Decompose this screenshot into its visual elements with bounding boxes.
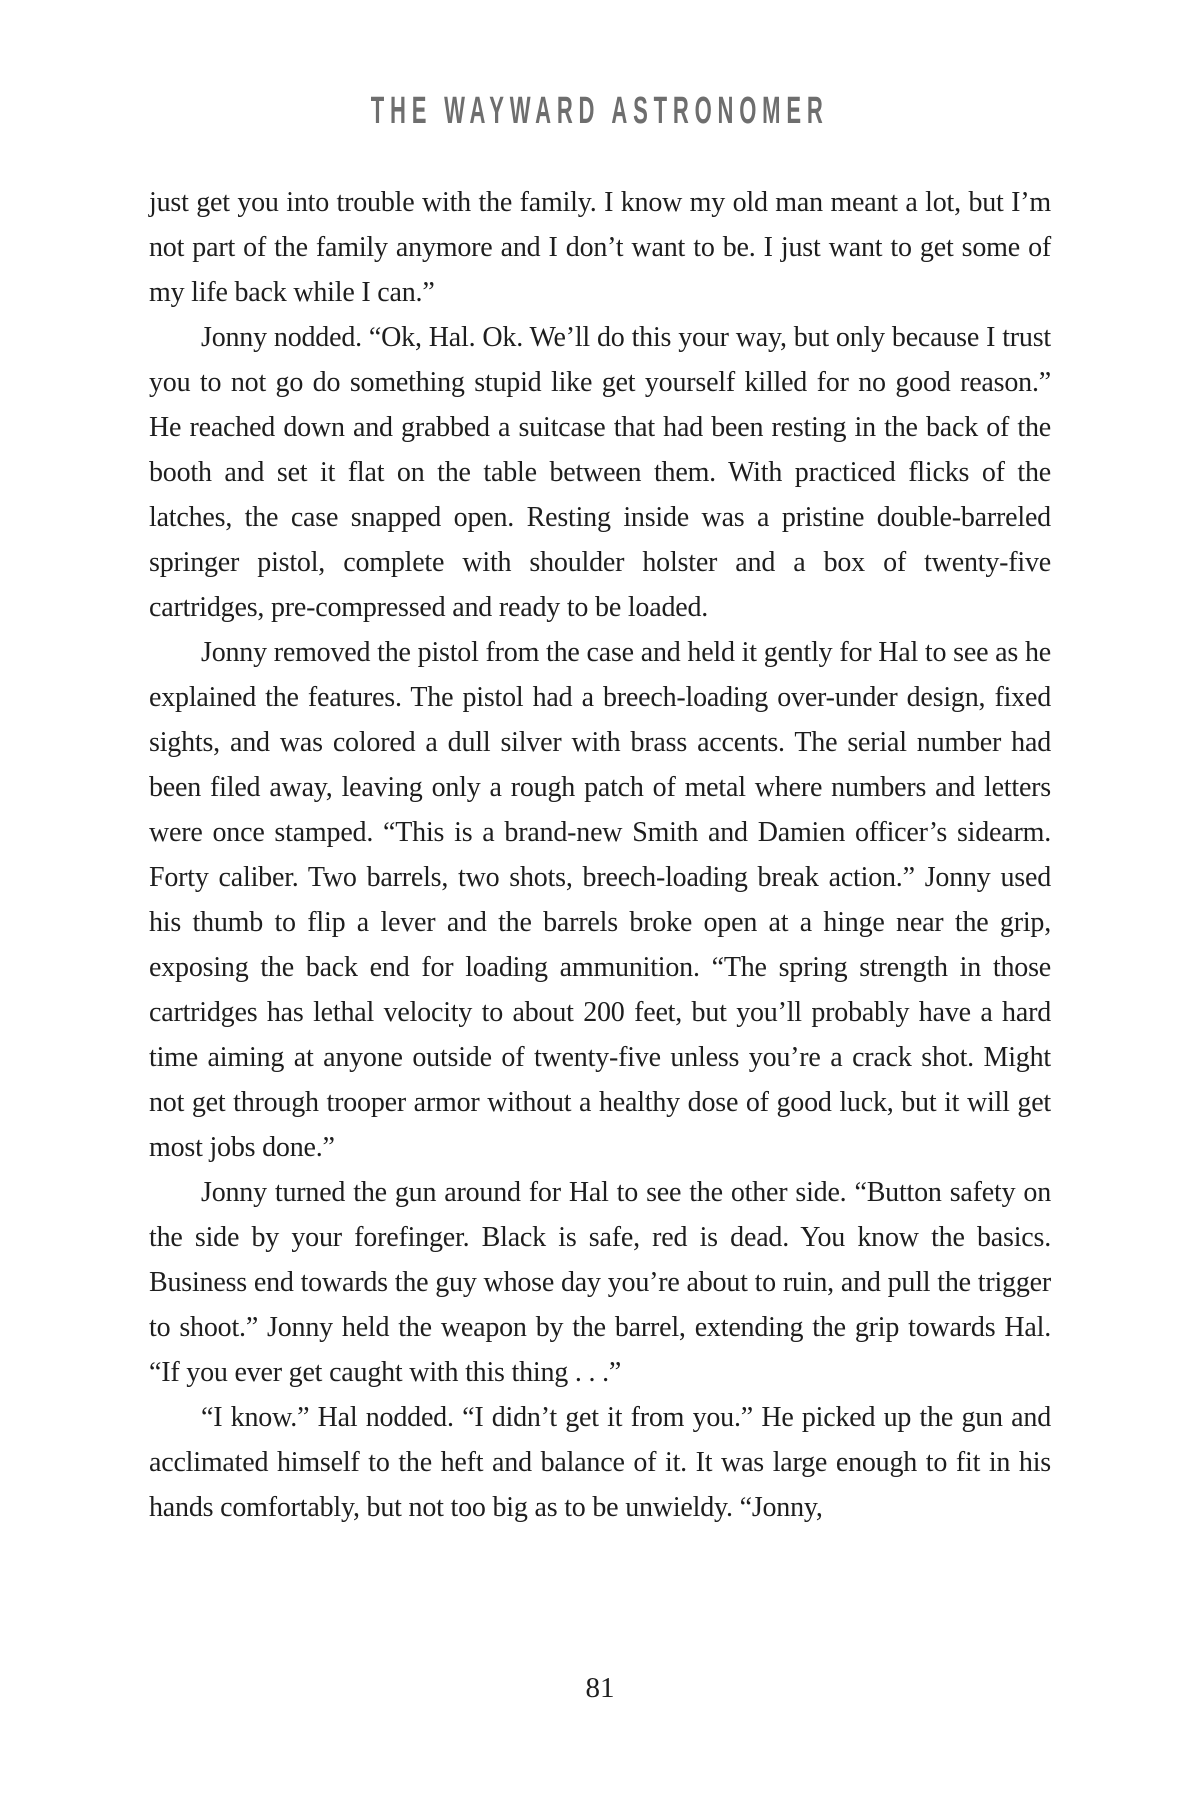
running-head-title: THE WAYWARD ASTRONOMER [371,90,829,132]
body-text-block [149,180,1051,1530]
paragraph: Jonny nodded. “Ok, Hal. Ok. We’ll do this your way, but only because I trust you to not go do something stupid like get yourself killed for no good reason.” He reached down and grabbed a suitcase that had been resting in the back of the booth and set it flat on the table between them. With practiced flicks of the latches, the case snapped open. Resting inside was a pristine double-barreled springer pistol, complete with shoulder holster and a box of twenty-five cartridges, pre-compressed and ready to be loaded. [149,322,1051,623]
paragraph: Jonny removed the pistol from the case and held it gently for Hal to see as he explained the features. The pistol had a breech-loading over-under design, fixed sights, and was colored a dull silver with brass accents. The serial number had been filed away, leaving only a rough patch of metal where numbers and letters were once stamped. “This is a brand-new Smith and Damien officer’s sidearm. Forty caliber. Two barrels, two shots, breech-loading break action.” Jonny used his thumb to flip a lever and the barrels broke open at a hinge near the grip, exposing the back end for loading ammunition. “The spring strength in those cartridges has lethal velocity to about 200 feet, but you’ll probably have a hard time aiming at anyone outside of twenty-five unless you’re a crack shot. Might not get through trooper armor without a healthy dose of good luck, but it will get most jobs done.” [149,637,1051,1163]
paragraph: just get you into trouble with the family. I know my old man meant a lot, but I’m not part of the family anymore and I don’t want to be. I just want to get some of my life back while I can.” [149,187,1051,308]
running-head [0,90,1200,133]
page-number: 81 [585,1672,615,1704]
paragraph: Jonny turned the gun around for Hal to see the other side. “Button safety on the side by your forefinger. Black is safe, red is dead. You know the basics. Business end towards the guy whose day you’re about to ruin, and pull the trigger to shoot.” Jonny held the weapon by the barrel, extending the grip towards Hal. “If you ever get caught with this thing . . .” [149,1177,1051,1388]
paragraph: “I know.” Hal nodded. “I didn’t get it from you.” He picked up the gun and acclimated himself to the heft and balance of it. It was large enough to fit in his hands comfortably, but not too big as to be unwieldy. “Jonny, [149,1402,1051,1523]
